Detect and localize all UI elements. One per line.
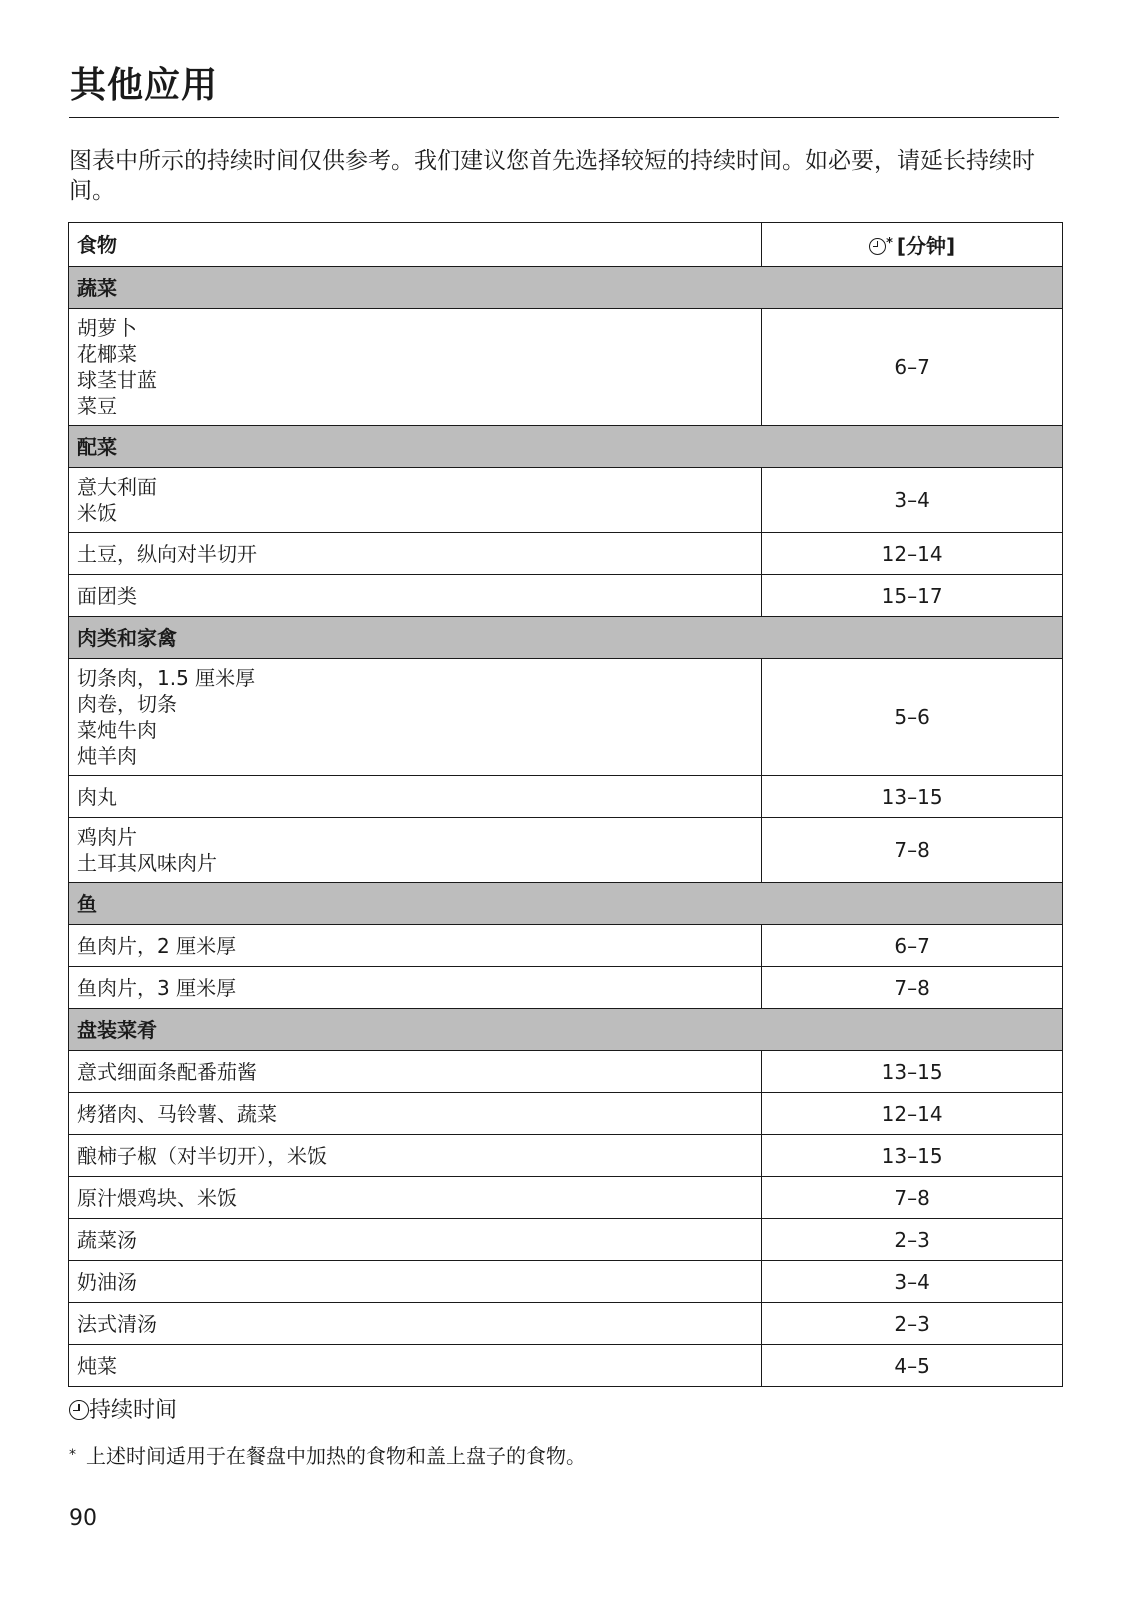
food-cell xyxy=(69,1177,762,1219)
food-item: 意大利面 xyxy=(77,475,157,499)
duration-cell: 13–15 xyxy=(762,776,1063,818)
food-cell xyxy=(69,575,762,617)
food-item: 肉丸 xyxy=(77,784,117,809)
category-row xyxy=(69,426,1063,468)
food-cell xyxy=(69,776,762,818)
food-cell xyxy=(69,818,762,883)
food-item: 鱼肉片，2 厘米厚 xyxy=(77,933,237,958)
table-row xyxy=(69,1345,1063,1387)
duration-cell: 13–15 xyxy=(762,1135,1063,1177)
clock-icon xyxy=(869,238,886,255)
food-item: 土豆，纵向对半切开 xyxy=(77,541,257,566)
table-row xyxy=(69,1303,1063,1345)
title-divider xyxy=(69,117,1059,118)
clock-icon xyxy=(69,1400,89,1420)
table-row xyxy=(69,776,1063,818)
intro-paragraph: 图表中所示的持续时间仅供参考。我们建议您首先选择较短的持续时间。如必要，请延长持续时间。 xyxy=(69,148,1035,204)
duration-cell: 4–5 xyxy=(762,1345,1063,1387)
footnote-text: 上述时间适用于在餐盘中加热的食物和盖上盘子的食物。 xyxy=(86,1444,586,1468)
table-row xyxy=(69,967,1063,1009)
table-row xyxy=(69,1093,1063,1135)
food-item: 意式细面条配番茄酱 xyxy=(77,1059,257,1084)
duration-cell: 7–8 xyxy=(762,967,1063,1009)
food-item: 球茎甘蓝 xyxy=(77,368,157,392)
food-cell xyxy=(69,967,762,1009)
food-cell xyxy=(69,1051,762,1093)
table-row xyxy=(69,468,1063,533)
food-cell xyxy=(69,1219,762,1261)
duration-table xyxy=(68,222,1063,1387)
table-row xyxy=(69,1261,1063,1303)
duration-cell: 13–15 xyxy=(762,1051,1063,1093)
footnote-asterisk: * xyxy=(886,235,893,251)
duration-cell: 12–14 xyxy=(762,1093,1063,1135)
duration-cell: 2–3 xyxy=(762,1219,1063,1261)
footnote-mark: * xyxy=(69,1447,76,1463)
food-item: 土耳其风味肉片 xyxy=(77,851,217,875)
duration-cell: 12–14 xyxy=(762,533,1063,575)
food-item: 炖菜 xyxy=(77,1353,117,1378)
table-row xyxy=(69,1177,1063,1219)
food-item: 炖羊肉 xyxy=(77,744,137,768)
food-item: 酿柿子椒（对半切开），米饭 xyxy=(77,1143,327,1168)
food-cell xyxy=(69,1345,762,1387)
food-item: 蔬菜汤 xyxy=(77,1227,137,1252)
food-item: 鸡肉片 xyxy=(77,825,137,849)
legend xyxy=(69,1396,177,1426)
food-item: 肉卷，切条 xyxy=(77,692,177,716)
food-item: 鱼肉片，3 厘米厚 xyxy=(77,975,237,1000)
food-item: 烤猪肉、马铃薯、蔬菜 xyxy=(77,1101,277,1126)
category-label: 配菜 xyxy=(69,426,1063,468)
page-title: 其他应用 xyxy=(70,65,219,106)
page-number: 90 xyxy=(69,1506,97,1531)
duration-cell: 7–8 xyxy=(762,818,1063,883)
duration-cell: 5–6 xyxy=(762,659,1063,776)
food-cell xyxy=(69,468,762,533)
category-row xyxy=(69,267,1063,309)
table-header-row xyxy=(69,223,1063,267)
food-item: 花椰菜 xyxy=(77,342,137,366)
duration-unit: [分钟] xyxy=(896,233,956,258)
duration-cell: 7–8 xyxy=(762,1177,1063,1219)
category-label: 蔬菜 xyxy=(69,267,1063,309)
food-item: 胡萝卜 xyxy=(77,316,137,340)
duration-cell: 15–17 xyxy=(762,575,1063,617)
food-item: 面团类 xyxy=(77,583,137,608)
category-label: 盘装菜肴 xyxy=(69,1009,1063,1051)
food-item: 原汁煨鸡块、米饭 xyxy=(77,1185,237,1210)
food-item: 切条肉，1.5 厘米厚 xyxy=(77,666,256,690)
food-cell xyxy=(69,1303,762,1345)
food-item: 米饭 xyxy=(77,501,117,525)
table-row xyxy=(69,925,1063,967)
table-row xyxy=(69,533,1063,575)
legend-text: 持续时间 xyxy=(89,1398,178,1423)
food-column-header: 食物 xyxy=(69,223,762,267)
food-item: 菜豆 xyxy=(77,394,117,418)
food-cell xyxy=(69,1261,762,1303)
duration-cell: 3–4 xyxy=(762,1261,1063,1303)
category-row xyxy=(69,883,1063,925)
table-body xyxy=(69,267,1063,1387)
food-cell xyxy=(69,533,762,575)
table-row xyxy=(69,659,1063,776)
footnote xyxy=(69,1441,586,1470)
table-row xyxy=(69,1051,1063,1093)
category-label: 肉类和家禽 xyxy=(69,617,1063,659)
food-item: 法式清汤 xyxy=(77,1311,157,1336)
food-cell xyxy=(69,1093,762,1135)
table-row xyxy=(69,309,1063,426)
food-cell xyxy=(69,925,762,967)
table-row xyxy=(69,575,1063,617)
food-cell xyxy=(69,309,762,426)
duration-cell: 6–7 xyxy=(762,309,1063,426)
food-item: 奶油汤 xyxy=(77,1269,137,1294)
table-row xyxy=(69,1219,1063,1261)
category-row xyxy=(69,617,1063,659)
food-cell xyxy=(69,1135,762,1177)
duration-cell: 3–4 xyxy=(762,468,1063,533)
category-label: 鱼 xyxy=(69,883,1063,925)
duration-cell: 6–7 xyxy=(762,925,1063,967)
table-row xyxy=(69,818,1063,883)
duration-column-header xyxy=(762,223,1063,267)
category-row xyxy=(69,1009,1063,1051)
food-cell xyxy=(69,659,762,776)
table-row xyxy=(69,1135,1063,1177)
duration-cell: 2–3 xyxy=(762,1303,1063,1345)
food-item: 菜炖牛肉 xyxy=(77,718,157,742)
